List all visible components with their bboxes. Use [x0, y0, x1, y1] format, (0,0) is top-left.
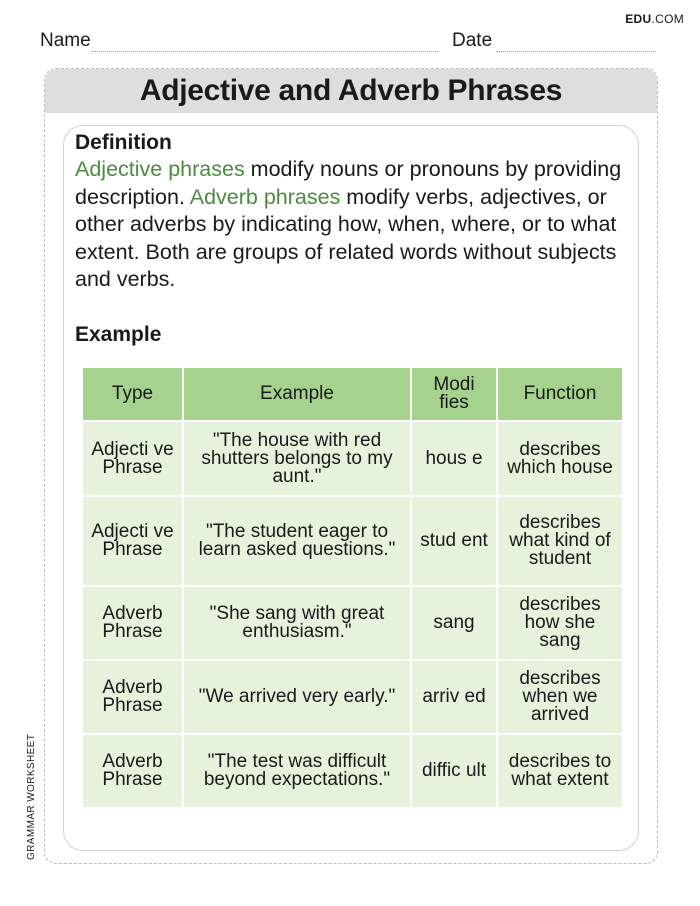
cell-function: describes how she sang: [497, 586, 623, 660]
date-label: Date: [452, 30, 493, 51]
table-row: [82, 496, 623, 586]
content-card: [63, 125, 639, 851]
worksheet-header: [40, 30, 660, 56]
example-table: [81, 366, 624, 809]
worksheet-title: Adjective and Adverb Phrases: [45, 69, 657, 113]
brand-name: EDU: [625, 12, 652, 26]
column-header-example: Example: [183, 367, 411, 421]
cell-modifies: stud ent: [411, 496, 497, 586]
term-adverb-phrases: Adverb phrases: [189, 184, 341, 209]
brand-suffix: .COM: [651, 12, 684, 26]
brand-logo: [625, 12, 684, 26]
cell-example: "The test was difficult beyond expectations.": [183, 734, 411, 808]
definition-text-2: modify verbs, adjectives, or other adverbs by indicating how, when, where, or to what extent. Both are groups of related words without subjects and verbs.: [75, 184, 617, 291]
cell-modifies: arriv ed: [411, 660, 497, 734]
cell-example: "The student eager to learn asked questions.": [183, 496, 411, 586]
name-label: Name: [40, 30, 91, 51]
side-label: GRAMMAR WORKSHEET: [26, 733, 37, 860]
name-line: [92, 51, 438, 52]
cell-example: "We arrived very early.": [183, 660, 411, 734]
column-header-type: Type: [82, 367, 183, 421]
cell-example: "She sang with great enthusiasm.": [183, 586, 411, 660]
date-line: [496, 51, 656, 52]
definition-heading: Definition: [75, 131, 172, 154]
cell-type: Adverb Phrase: [82, 586, 183, 660]
cell-function: describes what kind of student: [497, 496, 623, 586]
cell-modifies: hous e: [411, 421, 497, 496]
cell-type: Adjecti ve Phrase: [82, 496, 183, 586]
table-row: [82, 734, 623, 808]
definition-text: [75, 156, 623, 294]
cell-modifies: sang: [411, 586, 497, 660]
column-header-function: Function: [497, 367, 623, 421]
table-row: [82, 660, 623, 734]
cell-example: "The house with red shutters belongs to my aunt.": [183, 421, 411, 496]
cell-type: Adverb Phrase: [82, 660, 183, 734]
cell-function: describes to what extent: [497, 734, 623, 808]
table-row: [82, 421, 623, 496]
table-row: [82, 586, 623, 660]
cell-function: describes when we arrived: [497, 660, 623, 734]
table-header-row: [82, 367, 623, 421]
cell-function: describes which house: [497, 421, 623, 496]
cell-type: Adverb Phrase: [82, 734, 183, 808]
example-heading: Example: [75, 323, 162, 346]
column-header-modifies: Modi fies: [411, 367, 497, 421]
cell-modifies: diffic ult: [411, 734, 497, 808]
worksheet-frame: [44, 68, 658, 864]
term-adjective-phrases: Adjective phrases: [75, 157, 245, 181]
cell-type: Adjecti ve Phrase: [82, 421, 183, 496]
definition-text-1: modify nouns or pronouns by providing description.: [75, 157, 622, 209]
